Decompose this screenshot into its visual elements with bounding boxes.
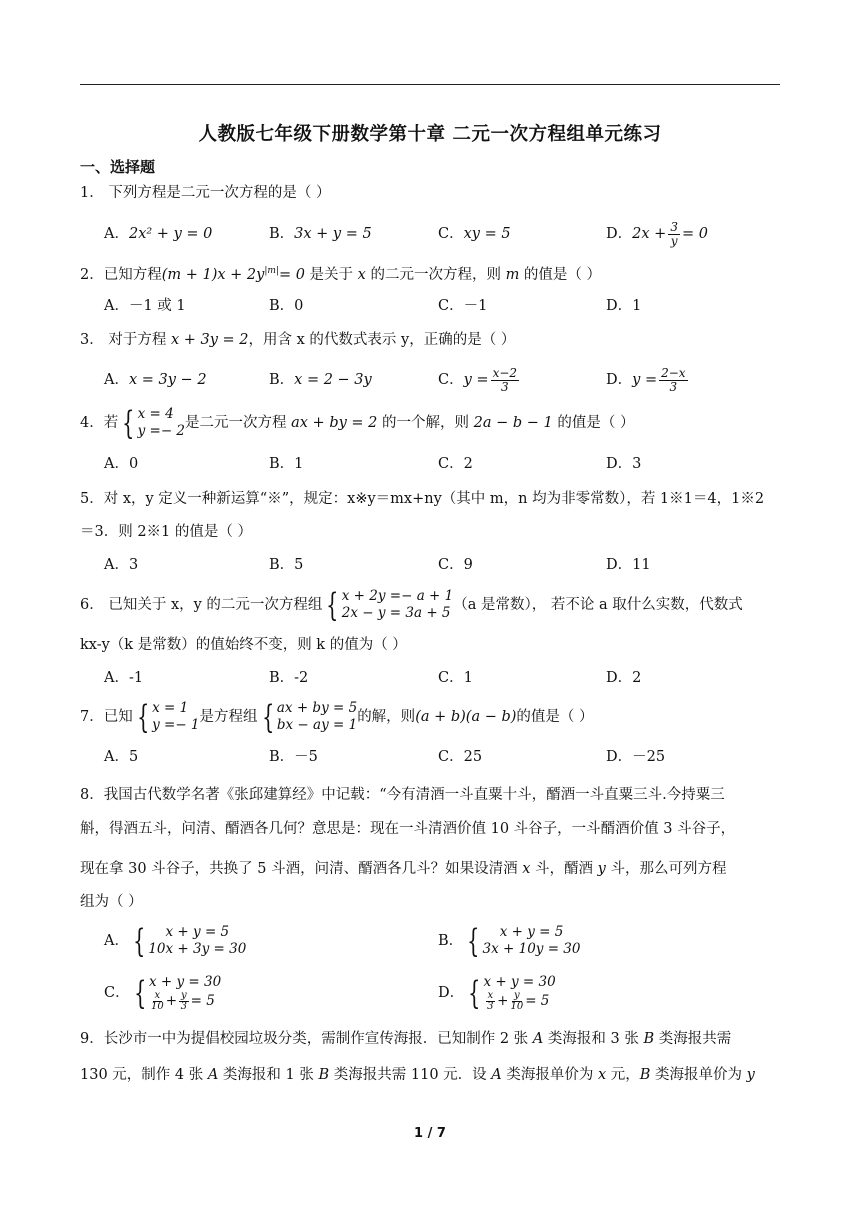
question-3-options [104,365,780,395]
question-5-line-2: ＝3．则 2※1 的值是（ ） [80,524,253,540]
option-c[interactable]: C．1 [438,670,473,686]
option-c[interactable]: C．2 [438,456,473,472]
option-c[interactable]: C．y = $\frac{x-2}{3}$ [438,365,518,394]
option-b[interactable]: B．1 [269,456,304,472]
option-a[interactable]: A．5 [104,749,139,765]
option-c[interactable]: C．xy = 5 [438,226,511,242]
option-b[interactable]: B．-2 [269,670,309,686]
question-9-line-1: 9．长沙市一中为提倡校园垃圾分类，需制作宣传海报．已知制作 2 张 A 类海报和 3 张 B 类海报共需 [80,1031,732,1047]
equation-system: { ax + by = 5 bx − ay = 1 [261,698,358,736]
question-9-line-2: 130 元，制作 4 张 A 类海报和 1 张 B 类海报共需 110 元．设 A 类海报单价为 x 元，B 类海报单价为 y [80,1067,755,1083]
question-5-line-1: 5．对 x，y 定义一种新运算“※”，规定：x※y＝mx+ny（其中 m，n 均为非零常数），若 1※1＝4，1※2 [80,491,765,507]
option-a[interactable]: A．x = 3y − 2 [104,372,207,388]
page-title: 人教版七年级下册数学第十章 二元一次方程组单元练习 [198,124,662,145]
equation-system: { x + 2y =− a + 1 2x − y = 3a + 5 [326,586,454,624]
option-b[interactable]: B．－5 [269,749,318,765]
option-a[interactable]: A．-1 [104,670,144,686]
option-d[interactable]: D．3 [606,456,642,472]
question-8-line-4: 组为（ ） [80,894,143,910]
question-8-line-1: 8．我国古代数学名著《张邱建算经》中记载：“今有清酒一斗直粟十斗，醑酒一斗直粟三斗.今持粟三 [80,787,725,803]
question-1-stem: 1． 下列方程是二元一次方程的是（ ） [80,185,331,201]
option-a[interactable]: A．3 [104,557,139,573]
question-3-stem: 3． 对于方程 x + 3y = 2，用含 x 的代数式表示 y，正确的是（ ） [80,332,516,348]
question-6-line-1: 6． 已知关于 x，y 的二元一次方程组 { x + 2y =− a + 1 2x − y = 3a + 5 （a 是常数）， 若不论 a 取什么实数，代数式 [80,586,743,624]
option-a[interactable]: A．0 [104,456,139,472]
option-d[interactable]: D． { x + y = 30 $\frac{x}{3}$ + $\frac{y}{10}$ = 5 [438,974,556,1012]
question-4-stem: 4．若 { x = 4 y =− 2 是二元一次方程 ax + by = 2 的一个解，则 2a − b − 1 的值是（ ） [80,404,635,442]
option-a[interactable]: A．2x² + y = 0 [104,226,213,242]
option-b[interactable]: B．x = 2 − 3y [269,372,372,388]
option-c[interactable]: C．9 [438,557,473,573]
option-c[interactable]: C． { x + y = 30 $\frac{x}{10}$ + $\frac{y}{3}$ = 5 [104,974,222,1012]
question-1-options [104,219,780,249]
question-2-options [104,291,780,321]
section-heading: 一、选择题 [80,158,156,176]
equation-system: { x = 4 y =− 2 [122,404,186,442]
option-b[interactable]: B． { x + y = 5 3x + 10y = 30 [438,922,581,960]
option-d[interactable]: D．2 [606,670,642,686]
option-a[interactable]: A． { x + y = 5 10x + 3y = 30 [104,922,247,960]
option-b[interactable]: B．3x + y = 5 [269,226,372,242]
page-number: 1 / 7 [414,1126,446,1141]
question-4-options [104,449,780,479]
question-5-options [104,550,780,580]
question-2-stem: 2．已知方程$(m + 1)x + 2y^{|m|}= 0$ 是关于 x 的二元一次方程，则 m 的值是（ ） [80,266,602,283]
header-rule [80,84,780,85]
option-a[interactable]: A．－1 或 1 [104,298,186,314]
option-c[interactable]: C．25 [438,749,483,765]
option-d[interactable]: D．－25 [606,749,666,765]
question-7-stem: 7．已知 { x = 1 y =− 1 是方程组 { ax + by = 5 bx − ay = 1 的解，则(a + b)(a − b)的值是（ ） [80,698,594,736]
equation-system: { x = 1 y =− 1 [136,698,200,736]
option-d[interactable]: D．2x + $\frac{3}{y}$ = 0 [606,219,708,248]
option-d[interactable]: D．y = $\frac{2-x}{3}$ [606,365,686,394]
question-6-options [104,663,780,693]
option-d[interactable]: D．11 [606,557,651,573]
question-6-line-2: kx-y（k 是常数）的值始终不变，则 k 的值为（ ） [80,637,407,653]
option-b[interactable]: B．0 [269,298,304,314]
question-8-line-2: 斛，得酒五斗，问清、醑酒各几何？意思是：现在一斗清酒价值 10 斗谷子，一斗醑酒价值 3 斗谷子， [80,821,736,837]
option-d[interactable]: D．1 [606,298,642,314]
option-c[interactable]: C．－1 [438,298,488,314]
question-8-line-3: 现在拿 30 斗谷子，共换了 5 斗酒，问清、醑酒各几斗？如果设清酒 x 斗，醑酒 y 斗，那么可列方程 [80,861,727,877]
option-b[interactable]: B．5 [269,557,304,573]
question-7-options [104,742,780,772]
